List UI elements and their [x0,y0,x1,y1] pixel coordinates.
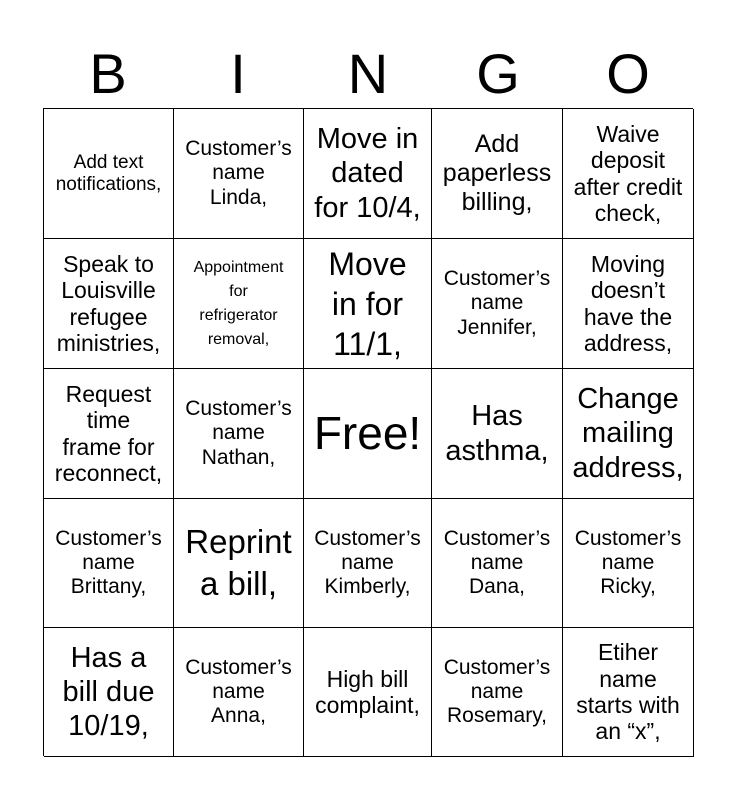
bingo-cell[interactable] [44,499,174,628]
bingo-cell[interactable] [563,239,694,369]
cell-text: Add text notifications, [55,151,162,195]
bingo-header [43,40,693,108]
cell-text: Move in dated for 10/4, [314,123,421,224]
bingo-cell[interactable] [174,499,304,628]
bingo-cell[interactable] [563,499,694,628]
bingo-cell[interactable] [432,369,563,499]
cell-text: Customer’s name Jennifer, [443,267,551,339]
bingo-cell[interactable] [174,109,304,239]
bingo-cell[interactable] [44,109,174,239]
cell-text: Customer’s name Anna, [185,655,292,728]
bingo-cell[interactable] [432,628,563,757]
bingo-cell[interactable] [44,369,174,499]
bingo-cell[interactable] [563,109,694,239]
cell-text: Has asthma, [445,400,549,467]
header-letter-b: B [89,42,127,105]
header-letter-o: O [606,42,650,105]
free-space[interactable] [304,369,432,499]
cell-text: Change mailing address, [572,383,684,484]
header-letter-n: N [347,42,389,105]
header-letter-i: I [230,42,246,105]
cell-text: Customer’s name Brittany, [55,526,162,599]
bingo-board [43,108,693,756]
bingo-cell[interactable] [432,239,563,369]
bingo-cell[interactable] [432,109,563,239]
cell-text: Etiher name starts with an “x”, [576,639,680,745]
cell-text: Customer’s name Rosemary, [443,655,551,728]
cell-text: Waive deposit after credit check, [573,120,683,226]
cell-text: Has a bill due 10/19, [62,641,155,743]
cell-text: Moving doesn’t have the address, [583,250,673,356]
bingo-cell[interactable] [174,628,304,757]
bingo-cell[interactable] [304,109,432,239]
free-space-text: Free! [313,407,422,460]
bingo-cell[interactable] [304,628,432,757]
cell-text: Reprint a bill, [185,522,292,602]
cell-text: Speak to Louisville refugee ministries, [56,250,161,356]
bingo-cell[interactable] [44,239,174,369]
header-letter-g: G [476,42,520,105]
cell-text: Request time frame for reconnect, [54,380,163,486]
bingo-cell[interactable] [174,239,304,369]
cell-text: Customer’s name Ricky, [574,526,682,599]
cell-text: High bill complaint, [315,665,420,718]
cell-text: Appointment for refrigerator removal, [193,258,284,348]
bingo-cell[interactable] [432,499,563,628]
cell-text: Add paperless billing, [442,130,552,216]
bingo-cell[interactable] [304,239,432,369]
bingo-cell[interactable] [563,628,694,757]
bingo-cell[interactable] [44,628,174,757]
bingo-cell[interactable] [174,369,304,499]
cell-text: Customer’s name Dana, [443,526,551,599]
bingo-cell[interactable] [304,499,432,628]
bingo-cell[interactable] [563,369,694,499]
cell-text: Customer’s name Linda, [185,137,292,209]
cell-text: Customer’s name Kimberly, [314,526,421,599]
cell-text: Move in for 11/1, [328,245,407,362]
cell-text: Customer’s name Nathan, [185,397,292,469]
